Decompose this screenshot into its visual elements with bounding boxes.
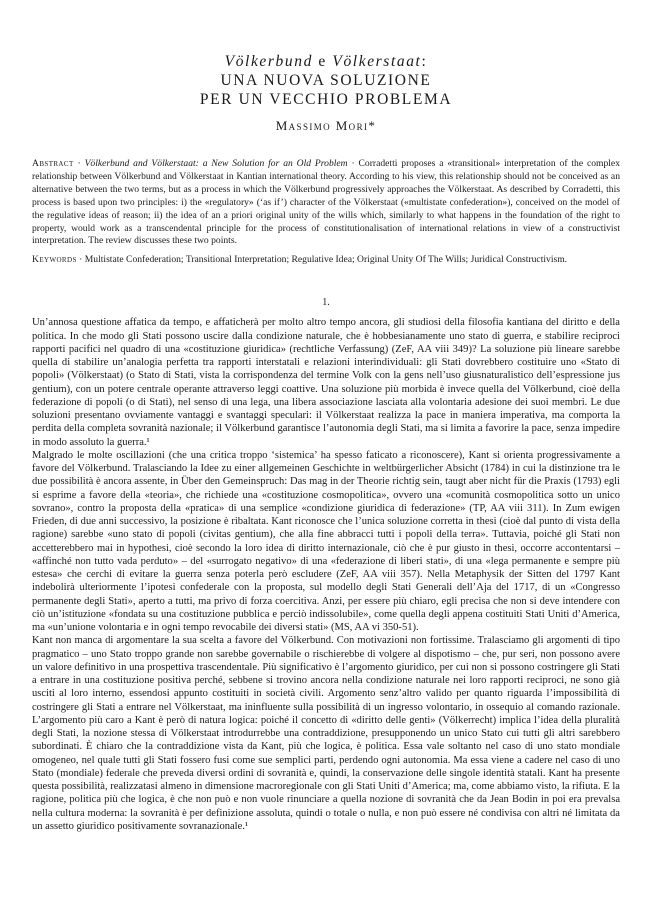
paragraph-2: Malgrado le molte oscillazioni (che una critica troppo ‘sistemica’ ha spesso faticato a riconoscere), Kant si orienta progressivamente a favore del Völkerbund. Tralasciando la Idee zu einer allgemeinen Geschichte in weltbürgerlicher Absicht (1784) in cui la distinzione tra le due possibilità è ancora assente, in Über den Gemeinspruch: Das mag in der Theorie richtig sein, taugt aber nicht für die Praxis (1793) egli si esprime a favore della «teoria», che richiede una «costituzione cosmopolitica», ovvero una «comunità cosmopolitica sotto un unico sovrano», contro la proposta della «pratica» di una semplice «condizione giuridica di federazione» (TP, AA viii 311). In Zum ewigen Frieden, di due anni successivo, la posizione è ribaltata. Kant riconosce che l’unica soluzione corretta in thesi (cioè dal punto di vista della ragione) sarebbe «uno stato di popoli (civitas gentium), che alla fine abbracci tutti i popoli della terra». Tuttavia, poiché gli Stati non accetterebbero mai in hypothesi, cioè secondo la loro idea di diritto internazionale, ciò che è pur giusto in thesi, occorre accontentarsi – «affinché non tutto vada perduto» – del «surrogato negativo» di una «federazione di liberi stati», di una «lega permanente e sempre più estesa» che cerchi di evitare la guerra senza poterla però escludere (ZeF, AA viii 357). Nella Metaphysik der Sitten del 1797 Kant indebolirà ulteriormente l’ipotesi confederale con la proposta, sul modello degli Stati Generali dell’Aja del 1717, di un «Congresso permanente degli Stati», aperto a tutti, ma privo di forza coercitiva. Anzi, per essere più chiaro, egli precisa che non si deve intendere con ciò un’istituzione «fondata su una costituzione pubblica e perciò indissolubile», come quella degli appena costituiti Stati Uniti d’America, ma «un’unione volontaria e in ogni tempo revocabile dei diversi stati» (MS, AA vi 350-51). [32, 449, 620, 633]
title-line-3: PER UN VECCHIO PROBLEMA [199, 91, 453, 108]
author-name: Massimo Mori* [275, 118, 377, 133]
paragraph-3: Kant non manca di argomentare la sua scelta a favore del Völkerbund. Con motivazioni non fortissime. Tralasciamo gli argomenti di tipo pragmatico – uno Stato troppo grande non sarebbe governabile o rischierebbe di volgere al dispotismo – che, pur seri, non possono avere un valore definitivo in una prospettiva trascendentale. Più significativo è l’argomento giuridico, per cui non si possono costringere gli Stati a entrare in una costituzione positiva perché, sebbene si trovino ancora nella condizione naturale nei loro rapporti reciproci, ne sono già usciti al loro interno, essendosi appunto costituiti in società civili. Argomento senz’altro valido per quanto riguarda l’impossibilità di costringere gli Stati a entrare nel Völkerstaat, ma ininfluente sulla possibilità di un ingresso volontario, in ossequio al comando razionale. L’argomento più caro a Kant è però di natura logica: poiché il concetto di «diritto delle genti» (Völkerrecht) implica l’idea della pluralità degli Stati, la nozione stessa di Völkerstaat introdurrebbe una contraddizione, presupponendo un unico Stato cui tutti gli altri sarebbero subordinati. È chiaro che la contraddizione vista da Kant, più che logica, è politica. Essa vale soltanto nel caso di uno stato mondiale omogeneo, nel quale tutti gli Stati fossero fusi come sue semplici parti, perdendo ogni autonomia. Ma essa viene a cadere nel caso di uno Stato (mondiale) federale che preveda diversi ordini di sovranità e, quindi, la conservazione delle singole identità statali. Kant ha presente questa possibilità, realizzatasi almeno in dimensione macroregionale con gli Stati Uniti d’America; ma, come abbiamo visto, la rifiuta. E la ragione, politica più che logica, è che non può e non vuole rinunciare a quella nozione di sovranità che da Jean Bodin in poi era prevalsa nella cultura moderna: la sovranità è per definizione assoluta, quindi o totale o nulla, e non può essere né condivisa con altri né limitata da un assetto giuridico positivamente sovranazionale.¹ [32, 635, 620, 832]
body-text [32, 316, 620, 833]
keywords-text: Multistate Confederation; Transitional Interpretation; Regulative Idea; Original Unity Of The Wills; Juridical Constructivism. [84, 254, 568, 266]
author-footnote-mark: * [368, 118, 377, 133]
title-line-1: Völkerbund e Völkerstaat: [224, 53, 428, 70]
abstract-label: Abstract [32, 158, 74, 169]
section-number: 1. [322, 297, 330, 309]
paragraph-1: Un’annosa questione affatica da tempo, e affaticherà per molto altro tempo ancora, gli studiosi della filosofia kantiana del diritto e della politica. In che modo gli Stati possono uscire dalla condizione naturale, che è hobbesianamente uno stato di guerra, e stabilire reciproci rapporti pacifici nel quadro di una «costituzione giuridica» (rechtliche Verfassung) (ZeF, AA viii 349)? La soluzione più lineare sarebbe quella di stabilire un’analogia perfetta tra rapporti interstatali e relazioni interindividuali: gli Stati dovrebbero costituire uno «Stato di popoli» (Völkerstaat) (o Stato di Stati, vista la corrispondenza del termine Volk con la gens nell’uso giusnaturalistico dell’espressione jus gentium), con un potere centrale operante attraverso leggi coattive. Una soluzione più morbida è invece quella del Völkerbund, cioè della federazione di popoli (o di Stati), nel senso di una lega, una libera associazione lasciata alla volontaria adesione dei suoi membri. Le due soluzioni presentano ovviamente vantaggi e svantaggi speculari: il Völkerstaat realizza la pace in maniera imperativa, ma comporta la perdita della completa sovranità nazionale; il Völkerbund garantisce l’autonomia degli Stati, ma si limita a favorire la pace, senza impedire in modo assoluto la guerra.¹ [32, 317, 620, 448]
abstract-text: · Corradetti proposes a «transitional» interpretation of the complex relationship between Völkerbund and Völkerstaat in Kantian international theory. According to his view, this relationship should not be conceived as an alternative between the two terms, but as a process in which the Völkerbund progressively approaches the Völkerstaat. As described by Corradetti, this process is based upon two principles: i) the «regulatory» (‘as if’) character of the Völkerstaat («multistate confederation»), conceived on the model of the regulative ideas of reason; ii) the idea of an a priori original unity of the wills which, similarly to what happens in the foundation of the right to property, would work as a transcendental principle for the process of constitutionalisation of international relations in view of a constructivist interpretation. The review discusses these two points. [32, 158, 620, 247]
keywords-label: Keywords [32, 254, 77, 266]
abstract-title: Völkerbund and Völkerstaat: a New Solution for an Old Problem [84, 158, 348, 169]
paper-page [32, 38, 620, 833]
paper-title [32, 52, 620, 109]
abstract: Abstract · Völkerbund and Völkerstaat: a New Solution for an Old Problem · Corradetti proposes a «transitional» interpretation of the complex relationship between Völkerbund and Völkerstaat in Kantian international theory. According to his view, this relationship should not be conceived as an alternative between the two terms, but as a process in which the Völkerbund progressively approaches the Völkerstaat. As described by Corradetti, this process is based upon two principles: i) the «regulatory» (‘as if’) character of the Völkerstaat («multistate confederation»), conceived on the model of the regulative ideas of reason; ii) the idea of an a priori original unity of the wills which, similarly to what happens in the foundation of the right to property, would work as a transcendental principle for the process of constitutionalisation of international relations in view of a constructivist interpretation. The review discusses these two points. [32, 158, 620, 247]
title-line-2: UNA NUOVA SOLUZIONE [220, 72, 432, 89]
keywords: Keywords · Multistate Confederation; Transitional Interpretation; Regulative Idea; Original Unity Of The Wills; Juridical Constructivism. [32, 254, 568, 266]
